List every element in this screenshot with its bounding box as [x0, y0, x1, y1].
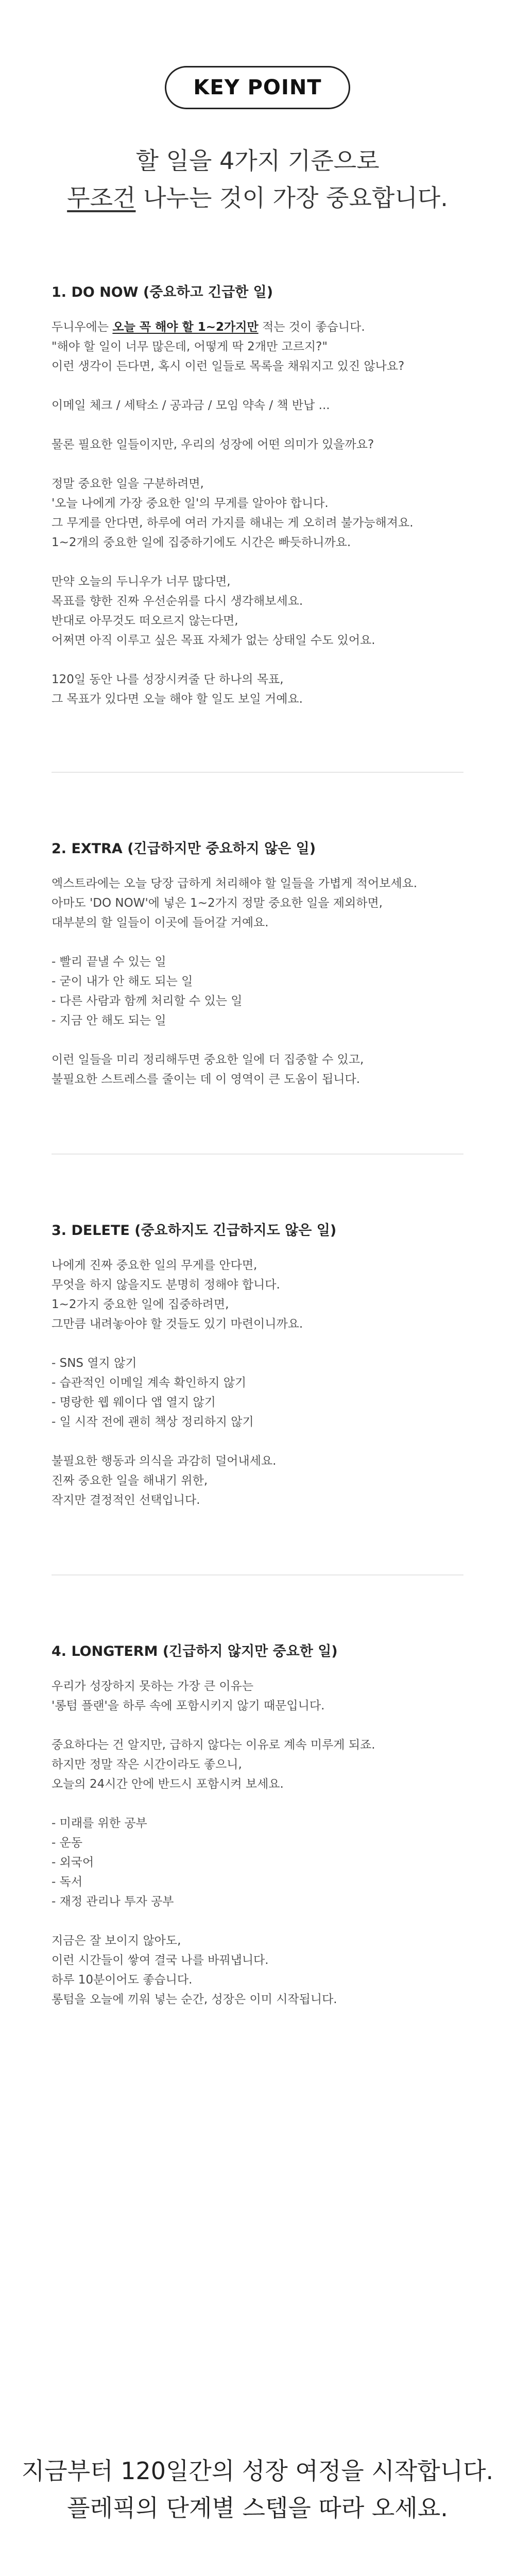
keypoint-header — [0, 0, 515, 216]
text-line: 롱텀을 오늘에 끼워 넣는 순간, 성장은 이미 시작됩니다. — [52, 1993, 337, 2006]
section-delete — [52, 1155, 464, 1575]
text-line: 아마도 'DO NOW'에 넣은 1~2가지 정말 중요한 일을 제외하면, — [52, 896, 383, 910]
text-line: 이메일 체크 / 세탁소 / 공과금 / 모임 약속 / 책 반납 ... — [52, 399, 330, 412]
text-line: 나에게 진짜 중요한 일의 무게를 안다면, — [52, 1259, 258, 1272]
text-line: 지금은 잘 보이지 않아도, — [52, 1934, 181, 1947]
text-span: 적는 것이 좋습니다. — [258, 320, 365, 334]
spacer — [52, 933, 464, 952]
section-longterm — [52, 1575, 464, 2009]
text-line: 그 무게를 안다면, 하루에 여러 가지를 해내는 게 오히려 불가능해져요. — [52, 516, 414, 530]
headline-line2-rest: 나누는 것이 가장 중요합니다. — [135, 184, 448, 212]
text-line: - 미래를 위한 공부 — [52, 1817, 147, 1830]
text-line: 이런 일들을 미리 정리해두면 중요한 일에 더 집중할 수 있고, — [52, 1053, 364, 1066]
text-line: 오늘의 24시간 안에 반드시 포함시켜 보세요. — [52, 1777, 284, 1791]
keypoint-headline — [0, 142, 515, 216]
text-line: 1~2개의 중요한 일에 집중하기에도 시간은 빠듯하니까요. — [52, 536, 351, 549]
spacer — [52, 1334, 464, 1353]
spacer — [52, 415, 464, 435]
text-line: 1~2가지 중요한 일에 집중하려면, — [52, 1298, 229, 1311]
section-extra — [52, 773, 464, 1155]
spacer — [52, 454, 464, 474]
spacer — [52, 552, 464, 572]
text-line: '롱텀 플랜'을 하루 속에 포함시키지 않기 때문입니다. — [52, 1699, 325, 1713]
text-line: 어쩌면 아직 이루고 싶은 목표 자체가 없는 상태일 수도 있어요. — [52, 634, 375, 647]
text-line: - 지금 안 해도 되는 일 — [52, 1014, 166, 1027]
section-title: 3. DELETE (중요하지도 긴급하지도 않은 일) — [52, 1223, 337, 1239]
section-title: 4. LONGTERM (긴급하지 않지만 중요한 일) — [52, 1643, 338, 1659]
headline-underlined-word: 무조건 — [67, 184, 136, 212]
text-line: - 다른 사람과 함께 처리할 수 있는 일 — [52, 994, 243, 1008]
text-line: 정말 중요한 일을 구분하려면, — [52, 477, 204, 490]
text-line: - 운동 — [52, 1836, 83, 1850]
text-line — [52, 317, 464, 337]
text-line: - 굳이 내가 안 해도 되는 일 — [52, 975, 193, 988]
text-line: 하루 10분이어도 좋습니다. — [52, 1973, 193, 1987]
closing-headline — [0, 2452, 515, 2527]
text-line: 이런 생각이 든다면, 혹시 이런 일들로 목록을 채워지고 있진 않나요? — [52, 360, 405, 373]
text-line: 만약 오늘의 두니우가 너무 많다면, — [52, 575, 231, 588]
spacer — [52, 1911, 464, 1931]
highlight-text: 오늘 꼭 해야 할 1~2가지만 — [112, 320, 259, 334]
text-line: 엑스트라에는 오늘 당장 급하게 처리해야 할 일들을 가볍게 적어보세요. — [52, 877, 418, 890]
spacer — [52, 650, 464, 670]
text-line: 그만큼 내려놓아야 할 것들도 있기 마련이니까요. — [52, 1317, 303, 1331]
closing-line1: 지금부터 120일간의 성장 여정을 시작합니다. — [21, 2457, 494, 2485]
text-line: - 독서 — [52, 1875, 83, 1889]
text-line: - 재정 관리나 투자 공부 — [52, 1895, 174, 1908]
text-line: 불필요한 스트레스를 줄이는 데 이 영역이 큰 도움이 됩니다. — [52, 1073, 360, 1086]
text-line: 진짜 중요한 일을 해내기 위한, — [52, 1474, 208, 1487]
section-title: 1. DO NOW (중요하고 긴급한 일) — [52, 284, 273, 300]
text-line: '오늘 나에게 가장 중요한 일'의 무게를 알아야 합니다. — [52, 497, 329, 510]
keypoint-badge: KEY POINT — [165, 66, 350, 109]
headline-line2 — [0, 179, 515, 216]
text-line: 그 목표가 있다면 오늘 해야 할 일도 보일 거예요. — [52, 692, 303, 706]
spacer — [52, 376, 464, 396]
spacer — [52, 1030, 464, 1050]
text-line: - 습관적인 이메일 계속 확인하지 않기 — [52, 1376, 247, 1389]
text-line: - 빨리 끝낼 수 있는 일 — [52, 955, 166, 969]
text-line: 중요하다는 건 알지만, 급하지 않다는 이유로 계속 미루게 되죠. — [52, 1738, 375, 1752]
section-title: 2. EXTRA (긴급하지만 중요하지 않은 일) — [52, 841, 316, 857]
text-line: 하지만 정말 작은 시간이라도 좋으니, — [52, 1758, 242, 1771]
closing-line2: 플레픽의 단계별 스텝을 따라 오세요. — [67, 2494, 448, 2522]
text-span: 두니우에는 — [52, 320, 113, 334]
text-line: 우리가 성장하지 못하는 가장 큰 이유는 — [52, 1680, 254, 1693]
headline-line1: 할 일을 4가지 기준으로 — [135, 147, 380, 175]
text-line: "해야 할 일이 너무 많은데, 어떻게 딱 2개만 고르지?" — [52, 340, 328, 353]
text-line: - SNS 열지 않기 — [52, 1357, 137, 1370]
text-line: - 명랑한 웹 웨이다 앱 열지 않기 — [52, 1396, 216, 1409]
text-line: - 외국어 — [52, 1856, 94, 1869]
text-line: - 일 시작 전에 괜히 책상 정리하지 않기 — [52, 1415, 254, 1429]
text-line: 이런 시간들이 쌓여 결국 나를 바꿔냅니다. — [52, 1954, 269, 1967]
text-line: 120일 동안 나를 성장시켜줄 단 하나의 목표, — [52, 673, 284, 686]
spacer — [52, 1432, 464, 1451]
spacer — [52, 1794, 464, 1814]
text-line: 물론 필요한 일들이지만, 우리의 성장에 어떤 의미가 있을까요? — [52, 438, 374, 451]
text-line: 불필요한 행동과 의식을 과감히 덜어내세요. — [52, 1454, 277, 1468]
section-do-now — [52, 281, 464, 773]
text-line: 무엇을 하지 않을지도 분명히 정해야 합니다. — [52, 1278, 280, 1292]
text-line: 목표를 향한 진짜 우선순위를 다시 생각해보세요. — [52, 595, 303, 608]
text-line: 반대로 아무것도 떠오르지 않는다면, — [52, 614, 238, 628]
spacer — [52, 1716, 464, 1735]
text-line: 대부분의 할 일들이 이곳에 들어갈 거예요. — [52, 916, 269, 929]
text-line: 작지만 결정적인 선택입니다. — [52, 1494, 200, 1507]
